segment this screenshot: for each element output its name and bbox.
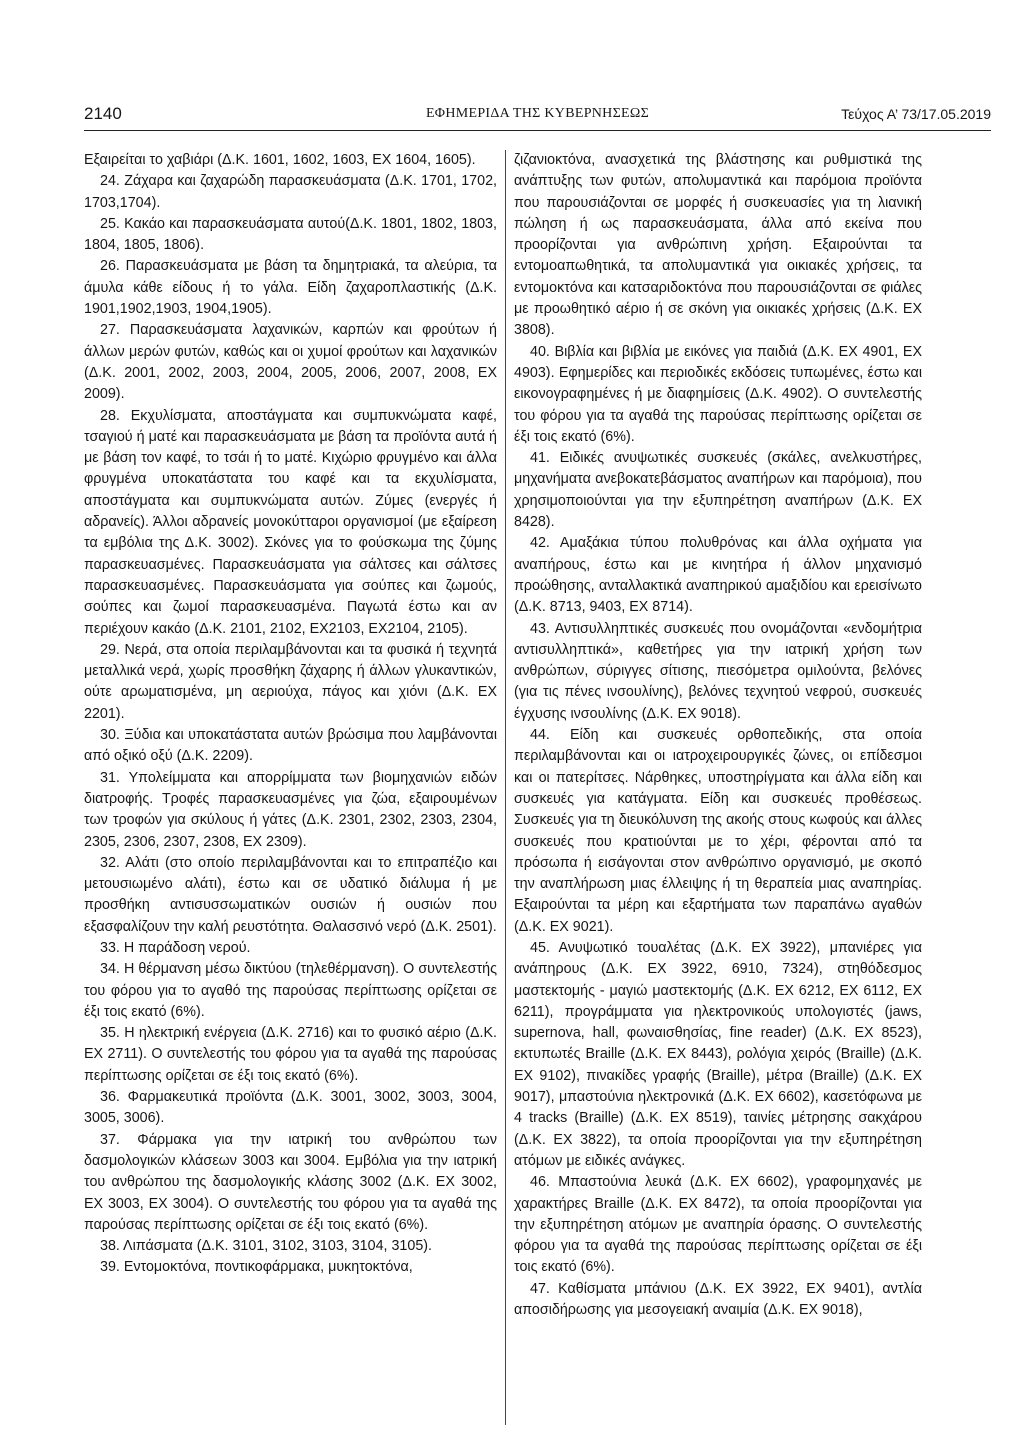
paragraph: 45. Ανυψωτικό τουαλέτας (Δ.Κ. ΕΧ 3922), μπανιέρες για ανάπηρους (Δ.Κ. ΕΧ 3922, 6910, 7324), στηθόδεσμος μαστεκτομής - μαγιώ μαστεκτομής (Δ.Κ. ΕΧ 6212, ΕΧ 6112, ΕΧ 6211), προγράμματα για ηλεκτρονικούς υπολογιστές (jaws, supernova, hall, φωναισθησίας, fine reader) (Δ.Κ. ΕΧ 8523), εκτυπωτές Braille (Δ.Κ. ΕΧ 8443), ρολόγια χειρός (Braille) (Δ.Κ. ΕΧ 9102), πινακίδες γραφής (Braille), μέτρα (Braille) (Δ.Κ. ΕΧ 9017), μπαστούνια ηλεκτρονικά (Δ.Κ. ΕΧ 6602), κασετόφωνα με 4 tracks (Braille) (Δ.Κ. ΕΧ 8519), ταινίες μέτρησης σακχάρου (Δ.Κ. ΕΧ 3822), τα οποία προορίζονται για την εξυπηρέτηση ατόμων με ειδικές ανάγκες. [514,939,922,1169]
left-column [84,150,497,1279]
paragraph: 31. Υπολείμματα και απορρίμματα των βιομηχανιών ειδών διατροφής. Τροφές παρασκευασμένες για ζώα, εξαιρουμένων των τροφών για σκύλους ή γάτες (Δ.Κ. 2301, 2302, 2303, 2304, 2305, 2306, 2307, 2308, ΕΧ 2309). [84,769,497,850]
paragraph: 40. Βιβλία και βιβλία με εικόνες για παιδιά (Δ.Κ. ΕΧ 4901, ΕΧ 4903). Εφημερίδες και περιοδικές εκδόσεις τυπωμένες, έστω και εικονογραφημένες ή με διαφημίσεις (Δ.Κ. 4902). Ο συντελεστής του φόρου για τα αγαθά της παρούσας περίπτωσης ορίζεται σε έξι τοις εκατό (6%). [514,343,922,445]
paragraph: 38. Λιπάσματα (Δ.Κ. 3101, 3102, 3103, 3104, 3105). [100,1238,433,1255]
paragraph: 27. Παρασκευάσματα λαχανικών, καρπών και φρούτων ή άλλων μερών φυτών, καθώς και οι χυμοί φρούτων και λαχανικών (Δ.Κ. 2001, 2002, 2003, 2004, 2005, 2006, 2007, 2008, ΕΧ 2009). [84,322,497,403]
paragraph: 35. Η ηλεκτρική ενέργεια (Δ.Κ. 2716) και το φυσικό αέριο (Δ.Κ. ΕΧ 2711). Ο συντελεστής του φόρου για τα αγαθά της παρούσας περίπτωσης ορίζεται σε έξι τοις εκατό (6%). [84,1025,497,1084]
paragraph: 47. Καθίσματα μπάνιου (Δ.Κ. ΕΧ 3922, ΕΧ 9401), αντλία αποσιδήρωσης για μεσογειακή αναιμία (Δ.Κ. ΕΧ 9018), [514,1280,922,1319]
gazette-title: ΕΦΗΜΕΡΙΔΑ ΤΗΣ ΚΥΒΕΡΝΗΣΕΩΣ [425,106,650,121]
column-divider [505,150,506,1425]
paragraph: Εξαιρείται το χαβιάρι (Δ.Κ. 1601, 1602, 1603, ΕΧ 1604, 1605). [84,152,476,168]
paragraph: 46. Μπαστούνια λευκά (Δ.Κ. ΕΧ 6602), γραφομηχανές με χαρακτήρες Braille (Δ.Κ. ΕΧ 8472), τα οποία προορίζονται για την εξυπηρέτηση ατόμων με αναπηρία όρασης. Ο συντελεστής φόρου για τα αγαθά της παρούσας περίπτωσης ορίζεται σε έξι τοις εκατό (6%). [514,1174,922,1276]
header-rule [84,130,991,131]
page-header [84,100,991,130]
paragraph: 25. Κακάο και παρασκευάσματα αυτού(Δ.Κ. 1801, 1802, 1803, 1804, 1805, 1806). [84,215,497,254]
paragraph: 33. Η παράδοση νερού. [100,939,251,956]
paragraph: 36. Φαρμακευτικά προϊόντα (Δ.Κ. 3001, 3002, 3003, 3004, 3005, 3006). [84,1089,497,1127]
paragraph: 37. Φάρμακα για την ιατρική του ανθρώπου των δασμολογικών κλάσεων 3003 και 3004. Εμβόλια για την ιατρική του ανθρώπου της δασμολογικής κλάσης 3002 (Δ.Κ. ΕΧ 3002, ΕΧ 3003, ΕΧ 3004). Ο συντελεστής του φόρου για τα αγαθά της παρούσας περίπτωσης ορίζεται σε έξι τοις εκατό (6%). [84,1131,497,1233]
paragraph: 42. Αμαξάκια τύπου πολυθρόνας και άλλα οχήματα για αναπήρους, έστω και με κινητήρα ή άλλον μηχανισμό προώθησης, ανταλλακτικά αναπηρικού αμαξιδίου και ερεισίνωτο (Δ.Κ. 8713, 9403, ΕΧ 8714). [514,535,922,616]
paragraph: 34. Η θέρμανση μέσω δικτύου (τηλεθέρμανση). Ο συντελεστής του φόρου για το αγαθό της παρούσας περίπτωσης ορίζεται σε έξι τοις εκατό (6%). [84,961,497,1020]
paragraph: 24. Ζάχαρα και ζαχαρώδη παρασκευάσματα (Δ.Κ. 1701, 1702, 1703,1704). [84,173,497,211]
paragraph: ζιζανιοκτόνα, ανασχετικά της βλάστησης και ρυθμιστικά της ανάπτυξης των φυτών, απολυμαντικά και παρόμοια προϊόντα που παρουσιάζονται σε μορφές ή συσκευασίες για τη λιανική πώληση ή ως παρασκευάσματα, άλλα από εκείνα που προορίζονται για ανθρώπινη χρήση. Εξαιρούνται τα εντομοαπωθητικά, τα απολυμαντικά για οικιακές χρήσεις, τα εντομοκτόνα και κατσαριδοκτόνα που παρουσιάζονται σε φιάλες με προωθητικό αέριο ή σε σκόνη για οικιακές χρήσεις (Δ.Κ. ΕΧ 3808). [514,152,922,339]
right-column [514,150,922,1321]
paragraph: 30. Ξύδια και υποκατάστατα αυτών βρώσιμα που λαμβάνονται από οξικό οξύ (Δ.Κ. 2209). [84,727,497,765]
paragraph: 39. Εντομοκτόνα, ποντικοφάρμακα, μυκητοκτόνα, [100,1259,413,1276]
page-number: 2140 [84,104,122,123]
issue-info: Τεύχος Α’ 73/17.05.2019 [841,106,991,122]
paragraph: 44. Είδη και συσκευές ορθοπεδικής, στα οποία περιλαμβάνονται και οι ιατροχειρουργικές ζώνες, οι επίδεσμοι και οι πατερίτσες. Νάρθηκες, υποστηρίγματα και άλλα είδη και συσκευές για κατάγματα. Είδη και συσκευές προθέσεως. Συσκευές για τη διευκόλυνση της ακοής στους κωφούς και άλλες συσκευές που κρατιούνται με το χέρι, φέρονται από τα πρόσωπα ή εισάγονται στον ανθρώπινο οργανισμό, με σκοπό την αναπλήρωση μιας έλλειψης ή τη θεραπεία μιας αναπηρίας. Εξαιρούνται τα μέρη και εξαρτήματα των παραπάνω αγαθών (Δ.Κ. ΕΧ 9021). [514,727,922,935]
paragraph: 43. Αντισυλληπτικές συσκευές που ονομάζονται «ενδομήτρια αντισυλληπτικά», καθετήρες για την ιατρική χρήση των ανθρώπων, σύριγγες σίτισης, πιεσόμετρα ομιλούντα, βελόνες (για τις πένες ινσουλίνης), βελόνες τεχνητού νεφρού, συσκευές έγχυσης ινσουλίνης (Δ.Κ. ΕΧ 9018). [514,620,922,722]
paragraph: 41. Ειδικές ανυψωτικές συσκευές (σκάλες, ανελκυστήρες, μηχανήματα ανεβοκατεβάσματος αναπήρων και παρόμοια), που χρησιμοποιούνται για την εξυπηρέτηση αναπήρων (Δ.Κ. ΕΧ 8428). [514,450,922,531]
paragraph: 26. Παρασκευάσματα με βάση τα δημητριακά, τα αλεύρια, τα άμυλα κάθε είδους ή το γάλα. Είδη ζαχαροπλαστικής (Δ.Κ. 1901,1902,1903, 1904,1905). [84,258,497,318]
paragraph: 32. Αλάτι (στο οποίο περιλαμβάνονται και το επιτραπέζιο και μετουσιωμένο αλάτι), έστω και σε υδατικό διάλυμα ή με προσθήκη αντισυσσωματικών ουσιών ή ουσιών που εξασφαλίζουν την καλή ρευστότητα. Θαλασσινό νερό (Δ.Κ. 2501). [84,854,497,935]
paragraph: 29. Νερά, στα οποία περιλαμβάνονται και τα φυσικά ή τεχνητά μεταλλικά νερά, χωρίς προσθήκη ζάχαρης ή άλλων γλυκαντικών, ούτε αρωματισμένα, μη αεριούχα, πάγος και χιόνι (Δ.Κ. ΕΧ 2201). [84,641,497,722]
paragraph: 28. Εκχυλίσματα, αποστάγματα και συμπυκνώματα καφέ, τσαγιού ή ματέ και παρασκευάσματα με βάση τα προϊόντα αυτά ή με βάση τον καφέ, το τσάι ή το ματέ. Κιχώριο φρυγμένο και άλλα φρυγμένα υποκατάστατα του καφέ και τα εκχυλίσματα, αποστάγματα και συμπυκνώματα αυτών. Ζύμες (ενεργές ή αδρανείς). Άλλοι αδρανείς μονοκύτταροι οργανισμοί (με εξαίρεση τα εμβόλια της Δ.Κ. 3002). Σκόνες για το φούσκωμα της ζύμης παρασκευασμένες. Παρασκευάσματα για σάλτσες και σάλτσες παρασκευασμένες. Παρασκευάσματα για σούπες και ζωμούς, σούπες και ζωμοί παρασκευασμένα. Παγωτά έστω και αν περιέχουν κακάο (Δ.Κ. 2101, 2102, ΕΧ2103, ΕΧ2104, 2105). [84,407,497,637]
